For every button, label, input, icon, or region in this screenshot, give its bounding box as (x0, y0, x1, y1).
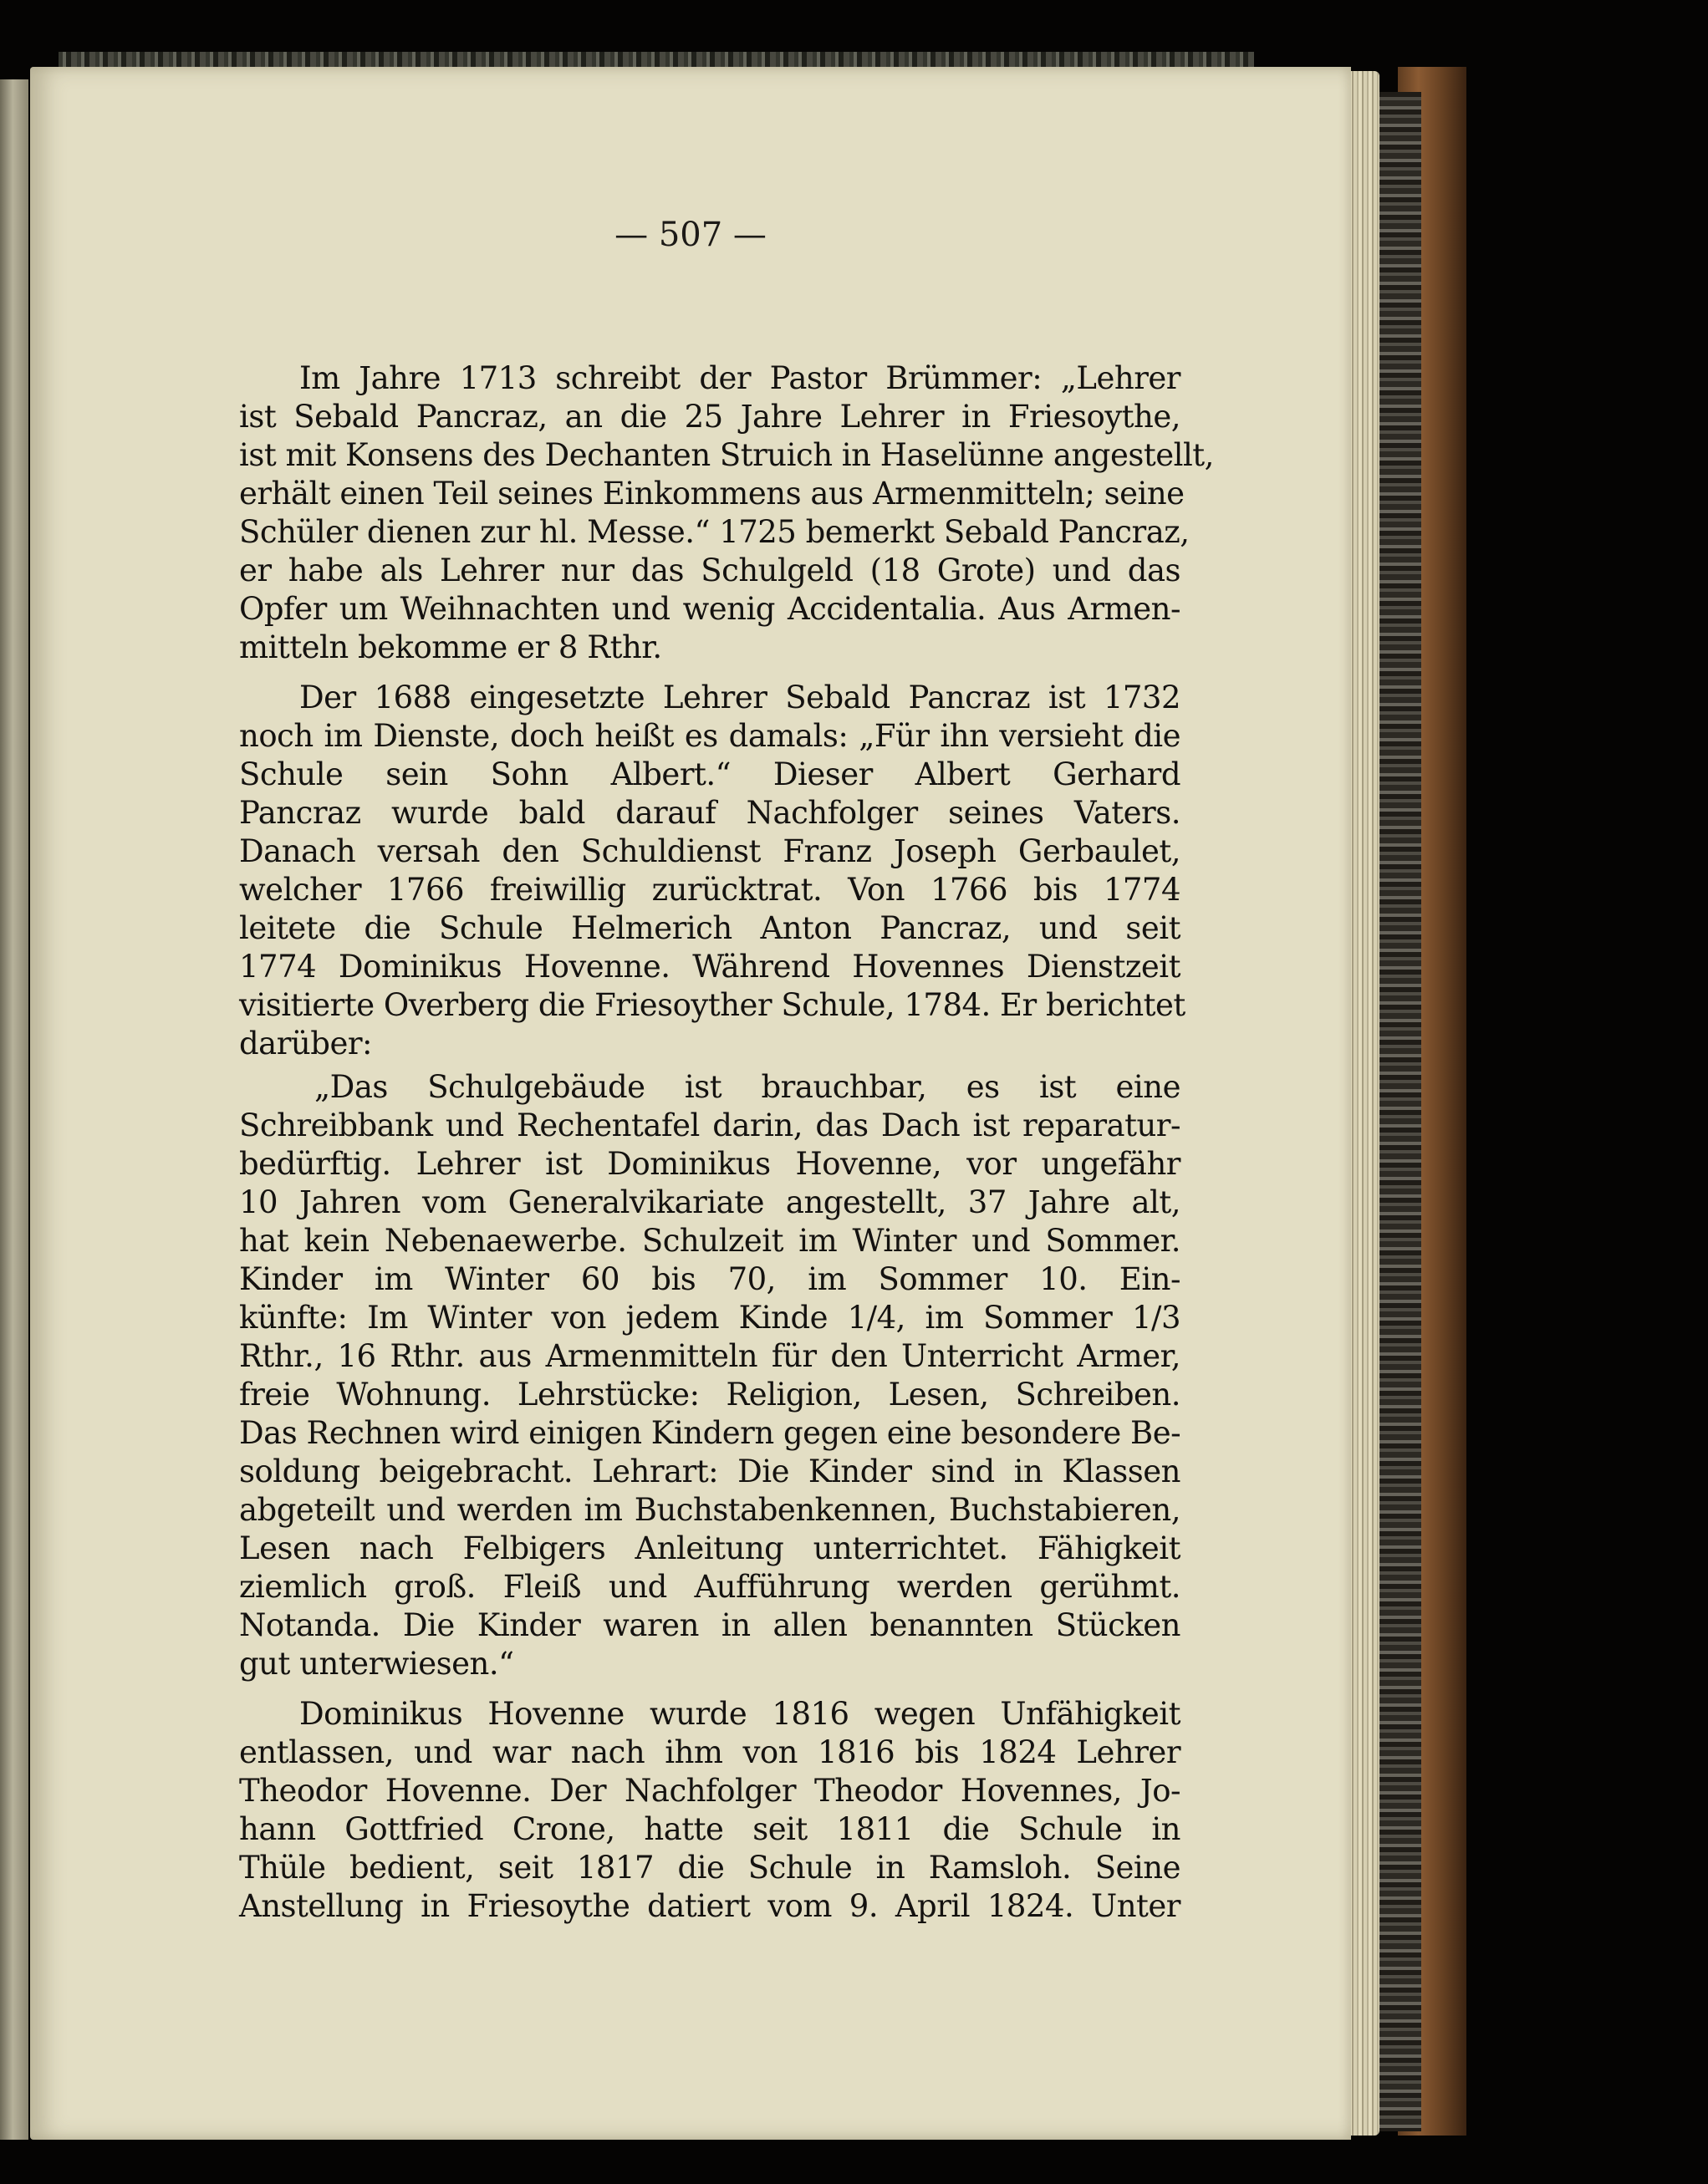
text-line: Dominikus Hovenne wurde 1816 wegen Unfähigkeit (299, 1696, 1180, 1732)
text-line: Das Rechnen wird einigen Kindern gegen eine besondere Be- (239, 1415, 1181, 1451)
text-line: Opfer um Weihnachten und wenig Accidentalia. Aus Armen- (239, 591, 1180, 627)
text-line: freie Wohnung. Lehrstücke: Religion, Lesen, Schreiben. (239, 1377, 1180, 1413)
text-line: ist Sebald Pancraz, an die 25 Jahre Lehrer in Friesoythe, (239, 399, 1180, 435)
text-line: Thüle bedient, seit 1817 die Schule in Ramsloh. Seine (239, 1850, 1180, 1886)
text-line: künfte: Im Winter von jedem Kinde 1/4, im Sommer 1/3 (239, 1300, 1180, 1336)
text-line: bedürftig. Lehrer ist Dominikus Hovenne, vor ungefähr (239, 1146, 1180, 1182)
text-line: hat kein Nebenaewerbe. Schulzeit im Winter und Sommer. (239, 1223, 1180, 1259)
text-line: Schüler dienen zur hl. Messe.“ 1725 bemerkt Sebald Pancraz, (239, 514, 1190, 550)
text-line: Danach versah den Schuldienst Franz Joseph Gerbaulet, (239, 833, 1180, 869)
text-line: ist mit Konsens des Dechanten Struich in Haselünne angestellt, (239, 437, 1214, 473)
text-line: Kinder im Winter 60 bis 70, im Sommer 10. Ein- (239, 1261, 1180, 1297)
text-line: Schreibbank und Rechentafel darin, das Dach ist reparatur- (239, 1107, 1180, 1143)
text-line: Rthr., 16 Rthr. aus Armenmitteln für den Unterricht Armer, (239, 1338, 1180, 1374)
text-line: soldung beigebracht. Lehrart: Die Kinder sind in Klassen (239, 1453, 1180, 1489)
previous-page-edge (0, 79, 28, 2140)
text-line: erhält einen Teil seines Einkommens aus Armenmitteln; seine (239, 476, 1185, 512)
text-line: noch im Dienste, doch heißt es damals: „Für ihn versieht die (239, 718, 1180, 754)
text-line: welcher 1766 freiwillig zurücktrat. Von 1766 bis 1774 (239, 872, 1180, 908)
page-number: — 507 — (614, 216, 767, 254)
text-line: 1774 Dominikus Hovenne. Während Hovennes Dienstzeit (239, 949, 1180, 985)
text-line: Pancraz wurde bald darauf Nachfolger seines Vaters. (239, 795, 1180, 831)
text-line: leitete die Schule Helmerich Anton Pancraz, und seit (239, 910, 1180, 946)
text-line: er habe als Lehrer nur das Schulgeld (18 Grote) und das (239, 552, 1180, 588)
text-line: Im Jahre 1713 schreibt der Pastor Brümmer: „Lehrer (299, 360, 1180, 396)
text-line: Lesen nach Felbigers Anleitung unterrichtet. Fähigkeit (239, 1530, 1180, 1566)
book-page (30, 67, 1351, 2140)
text-line: „Das Schulgebäude ist brauchbar, es ist eine (314, 1069, 1180, 1105)
text-line: Der 1688 eingesetzte Lehrer Sebald Pancraz ist 1732 (299, 680, 1180, 715)
text-line: Anstellung in Friesoythe datiert vom 9. April 1824. Unter (239, 1888, 1180, 1924)
text-line: ziemlich groß. Fleiß und Aufführung werden gerühmt. (239, 1569, 1180, 1605)
text-line: abgeteilt und werden im Buchstabenkennen, Buchstabieren, (239, 1492, 1180, 1528)
text-line: Notanda. Die Kinder waren in allen benannten Stücken (239, 1607, 1180, 1643)
text-line: Theodor Hovenne. Der Nachfolger Theodor Hovennes, Jo- (239, 1773, 1180, 1809)
text-line: 10 Jahren vom Generalvikariate angestellt, 37 Jahre alt, (239, 1184, 1180, 1220)
text-line: hann Gottfried Crone, hatte seit 1811 die Schule in (239, 1811, 1180, 1847)
text-line: mitteln bekomme er 8 Rthr. (239, 629, 662, 665)
text-line: visitierte Overberg die Friesoyther Schule, 1784. Er berichtet (239, 987, 1185, 1023)
text-line: Schule sein Sohn Albert.“ Dieser Albert Gerhard (239, 756, 1180, 792)
text-line: gut unterwiesen.“ (239, 1646, 514, 1682)
text-line: entlassen, und war nach ihm von 1816 bis 1824 Lehrer (239, 1734, 1180, 1770)
text-line: darüber: (239, 1026, 372, 1061)
